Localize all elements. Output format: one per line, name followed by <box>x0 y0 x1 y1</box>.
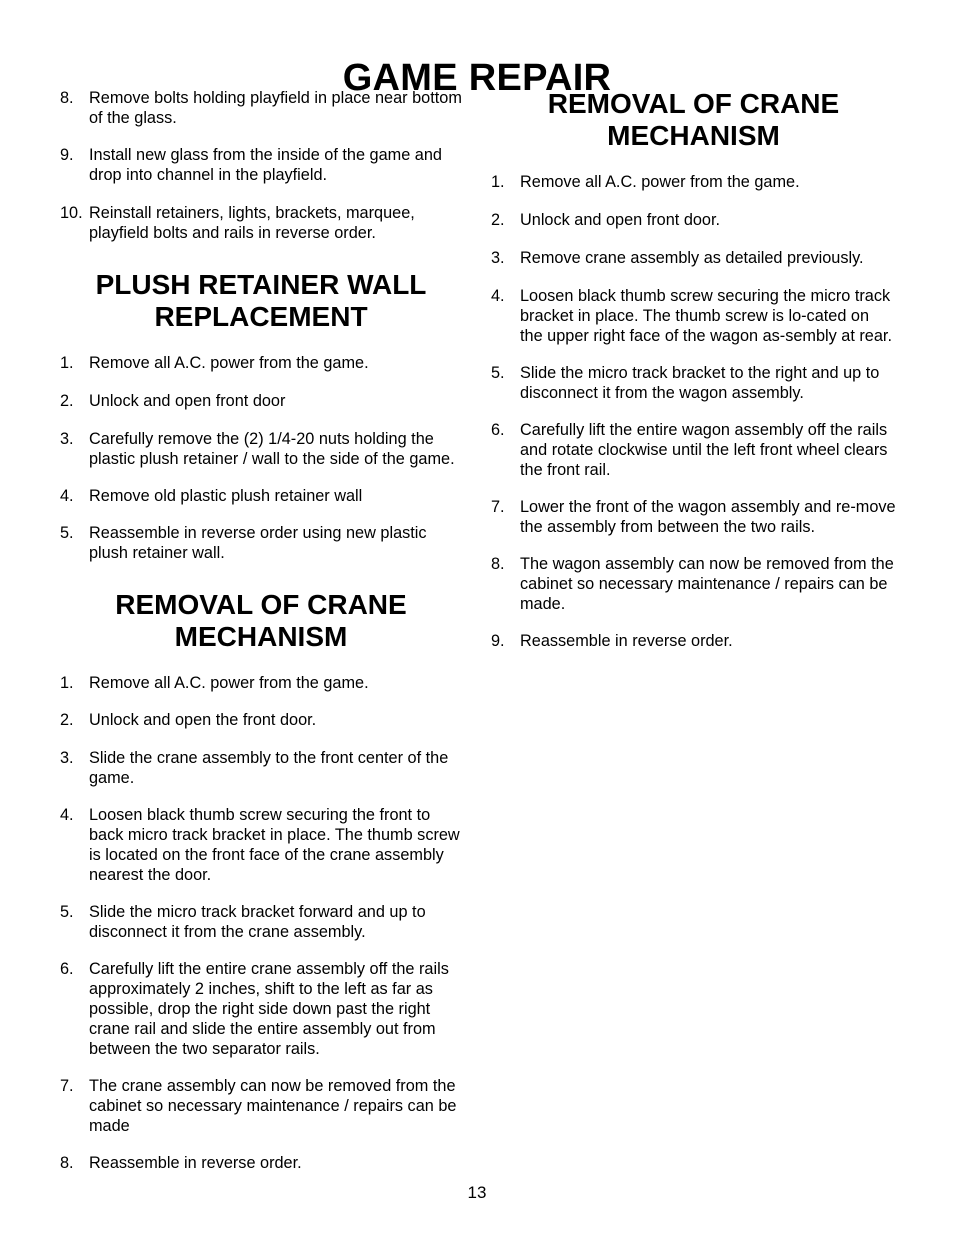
step-item <box>60 429 462 469</box>
step-item <box>491 554 896 614</box>
crane-removal-section-heading <box>60 589 462 653</box>
step-number: 5. <box>60 903 74 921</box>
heading-line: PLUSH RETAINER WALL <box>95 269 427 300</box>
step-item <box>60 391 462 411</box>
step-number: 10. <box>60 204 83 222</box>
step-number: 7. <box>60 1077 74 1095</box>
step-text: Lower the front of the wagon assembly and re-move the assembly from between the two rails. <box>520 498 896 536</box>
step-number: 1. <box>60 354 74 372</box>
step-item <box>60 486 462 506</box>
step-item <box>491 248 896 268</box>
heading-line: REPLACEMENT <box>154 301 368 332</box>
step-text: Carefully lift the entire wagon assembly off the rails and rotate clockwise until the left front wheel clears the front rail. <box>520 421 888 479</box>
step-number: 8. <box>491 555 505 573</box>
step-number: 8. <box>60 1154 74 1172</box>
step-number: 4. <box>60 487 74 505</box>
step-number: 1. <box>491 173 505 191</box>
right-column <box>491 88 896 651</box>
plush-retainer-steps <box>60 353 462 563</box>
step-text: Carefully remove the (2) 1/4-20 nuts holding the plastic plush retainer / wall to the side of the game. <box>89 430 455 468</box>
step-text: Reassemble in reverse order. <box>89 1154 302 1172</box>
step-number: 6. <box>60 960 74 978</box>
wagon-removal-steps <box>491 172 896 651</box>
plush-retainer-section-heading <box>60 269 462 333</box>
step-text: Unlock and open front door. <box>520 211 721 229</box>
step-number: 5. <box>60 524 74 542</box>
step-item <box>60 959 462 1059</box>
glass-replacement-continued-steps <box>60 88 462 243</box>
step-text: Slide the micro track bracket to the right and up to disconnect it from the wagon assembly. <box>520 364 880 402</box>
heading-line: MECHANISM <box>174 621 348 652</box>
step-number: 9. <box>60 146 74 164</box>
step-number: 4. <box>491 287 505 305</box>
step-item <box>60 1153 462 1173</box>
step-item <box>60 710 462 730</box>
step-text: Loosen black thumb screw securing the micro track bracket in place. The thumb screw is lo-cated on the upper right face of the wagon as-sembly at rear. <box>520 287 892 345</box>
step-item <box>60 88 462 128</box>
page-title: GAME REPAIR <box>342 57 612 100</box>
step-item <box>60 805 462 885</box>
step-number: 1. <box>60 674 74 692</box>
step-number: 4. <box>60 806 74 824</box>
step-number: 3. <box>60 430 74 448</box>
step-text: Install new glass from the inside of the game and drop into channel in the playfield. <box>89 146 442 184</box>
step-number: 8. <box>60 89 74 107</box>
step-text: The wagon assembly can now be removed from the cabinet so necessary maintenance / repairs can be made. <box>520 555 894 613</box>
step-text: Reassemble in reverse order using new plastic plush retainer wall. <box>89 524 427 562</box>
left-column <box>60 88 462 1173</box>
step-number: 9. <box>491 632 505 650</box>
step-text: Unlock and open the front door. <box>89 711 317 729</box>
step-item <box>491 286 896 346</box>
heading-line: REMOVAL OF CRANE <box>547 88 840 119</box>
step-item <box>60 145 462 185</box>
step-number: 2. <box>60 711 74 729</box>
step-text: Remove all A.C. power from the game. <box>89 354 369 372</box>
step-item <box>491 363 896 403</box>
step-item <box>60 1076 462 1136</box>
step-text: Remove all A.C. power from the game. <box>89 674 369 692</box>
step-number: 3. <box>60 749 74 767</box>
step-item <box>60 203 462 243</box>
step-text: Reinstall retainers, lights, brackets, marquee, playfield bolts and rails in reverse order. <box>89 204 415 242</box>
heading-line: MECHANISM <box>607 120 780 151</box>
step-number: 3. <box>491 249 505 267</box>
step-number: 2. <box>491 211 505 229</box>
step-text: Reassemble in reverse order. <box>520 632 733 650</box>
step-text: Remove old plastic plush retainer wall <box>89 487 363 505</box>
step-item <box>60 673 462 693</box>
step-text: Remove bolts holding playfield in place near bottom of the glass. <box>89 89 462 127</box>
step-item <box>491 172 896 192</box>
step-item <box>491 631 896 651</box>
page-number: 13 <box>467 1183 487 1202</box>
wagon-removal-section-heading <box>491 88 896 152</box>
step-number: 2. <box>60 392 74 410</box>
step-text: Slide the crane assembly to the front center of the game. <box>89 749 449 787</box>
step-number: 7. <box>491 498 505 516</box>
step-text: Slide the micro track bracket forward and up to disconnect it from the crane assembly. <box>89 903 426 941</box>
step-text: The crane assembly can now be removed from the cabinet so necessary maintenance / repairs can be made <box>89 1077 457 1135</box>
step-item <box>60 353 462 373</box>
step-text: Loosen black thumb screw securing the front to back micro track bracket in place. The thumb screw is located on the front face of the crane assembly nearest the door. <box>89 806 460 884</box>
heading-line: REMOVAL OF CRANE <box>115 589 407 620</box>
step-item <box>491 420 896 480</box>
step-item <box>491 210 896 230</box>
step-text: Remove all A.C. power from the game. <box>520 173 800 191</box>
crane-removal-steps <box>60 673 462 1173</box>
step-item <box>60 748 462 788</box>
step-text: Remove crane assembly as detailed previously. <box>520 249 864 267</box>
step-item <box>60 523 462 563</box>
step-text: Carefully lift the entire crane assembly off the rails approximately 2 inches, shift to the left as far as possible, drop the right side down past the right crane rail and slide the entire assembly out from between the two separator rails. <box>89 960 449 1058</box>
step-item <box>60 902 462 942</box>
step-number: 6. <box>491 421 505 439</box>
step-number: 5. <box>491 364 505 382</box>
step-item <box>491 497 896 537</box>
step-text: Unlock and open front door <box>89 392 286 410</box>
